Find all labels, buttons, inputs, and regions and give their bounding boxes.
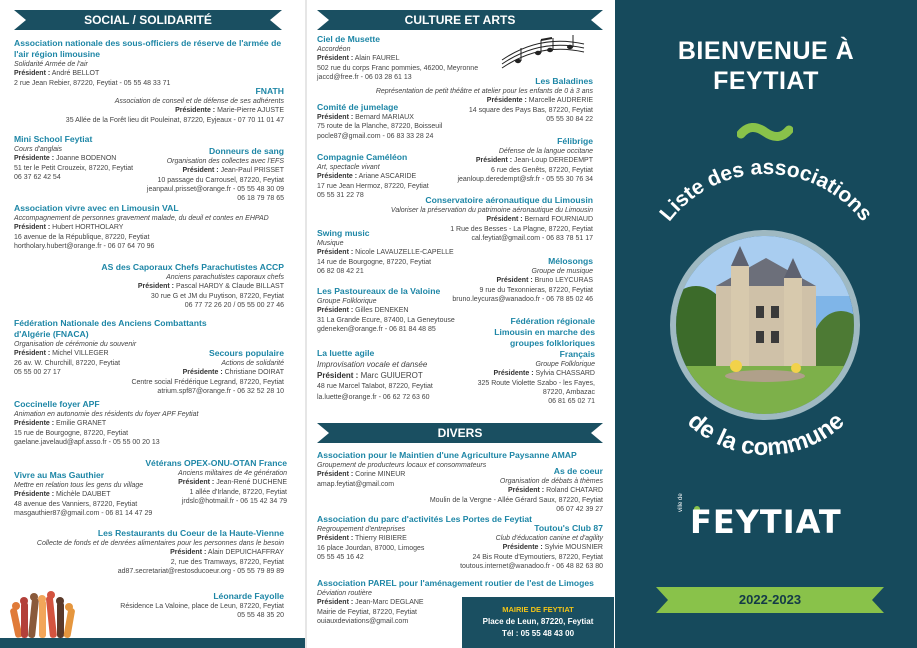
assoc-item: Léonarde Fayolle Résidence La Valoine, place de Leun, 87220, Feytiat 05 55 48 35 20 [120, 591, 284, 620]
assoc-item: Association PAREL pour l'aménagement routier de l'est de Limoges Déviation routière Président : Jean-Marc DEGLANE Mairie de Feytiat, 87220, Feytiat ouiauxdeviations@gmail.com [317, 578, 594, 625]
assoc-item: Secours populaire Actions de solidarité Présidente : Christiane DOIRAT Centre social Frédérique Legrand, 87220, Feytiat atrium.spf87@orange.fr - 06 32 52 28 10 [131, 348, 284, 395]
assoc-item: Mini School Feytiat Cours d'anglais Présidente : Joanne BODENON 51 ter le Petit Crouzeix, 87220, Feytiat 06 37 62 42 54 [14, 134, 134, 181]
assoc-item: Les Baladines Représentation de petit théâtre et atelier pour les enfants de 0 à 3 ans Présidente : Marcelle AUDRERIE 14 square des Pays Bas, 87220, Feytiat 05 55 30 84 22 [375, 76, 593, 123]
assoc-item: Association nationale des sous-officiers de réserve de l'armée de l'air région limousine Solidarité Armée de l'air Président : André BELLOT 2 rue Jean Rebier, 87220, Feytiat - 05 55 48 33 71 [14, 38, 282, 87]
assoc-item: Association pour le Maintien d'une Agriculture Paysanne AMAP Groupement de producteurs locaux et consommateurs Président : Corine MINEUR amap.feytiat@gmail.com [317, 450, 577, 488]
section-header-divers: DIVERS [317, 423, 603, 443]
section-header-culture: CULTURE ET ARTS [317, 10, 603, 30]
assoc-item: Toutou's Club 87 Club d'éducation canine et d'agility Présidente : Sylvie MOUSNIER 24 Bis Route d'Eymoutiers, 87220, Feytiat toutous.internet@wanadoo.fr - 06 48 82 63 80 [460, 523, 603, 570]
assoc-item: As de coeur Organisation de débats à thèmes Président : Roland CHATARD Moulin de la Vergne - Allée Gérard Saux, 87220, Feytiat 06 07 42 39 27 [429, 466, 603, 513]
assoc-item: Ciel de Musette Accordéon Président : Alain FAUREL 502 rue du corps Franc pommies, 46200, Meyronne jaccd@free.fr - 06 03 28 61 13 [317, 34, 479, 81]
social-column [0, 0, 305, 648]
assoc-item: AS des Caporaux Chefs Parachutistes ACCP Anciens parachutistes caporaux chefs Président : Pascal HARDY & Claude BILLAST 30 rue G et JM du Puytison, 87220, Feytiat 06 77 72 26 20 / 05 55 00 27 46 [101, 262, 284, 309]
assoc-item: Fédération régionale Limousin en marche des groupes folkloriques Français Groupe Folklorique Présidente : Sylvia CHASSARD 325 Route Violette Szabo - les Fayes, 87220, Ambazac 06 81 65 02 71 [477, 316, 595, 406]
mairie-contact-box [462, 597, 614, 648]
year-ribbon: 2022-2023 [656, 587, 884, 613]
welcome-title: BIENVENUE À FEYTIAT [677, 37, 855, 95]
assoc-item: Vivre au Mas Gauthier Mettre en relation tous les gens du village Présidente : Michèle DAUBET 48 avenue des Vanniers, 87220, Feytiat masgauthier87@gmail.com - 06 81 14 47 29 [14, 470, 153, 517]
section-header-social: SOCIAL / SOLIDARITÉ [14, 10, 282, 30]
bottom-strip [0, 638, 305, 648]
assoc-item: Association vivre avec en Limousin VAL Accompagnement de personnes gravement malade, du deuil et contes en EHPAD Président : Hubert HORTHOLARY 16 avenue de la République, 87220, Feytiat hortholary.hubert@orange.fr - 06 07 64 70 96 [14, 203, 269, 250]
assoc-item: Donneurs de sang Organisation des collectes avec l'EFS Président : Jean-Paul PRISSET 10 passage du Carrousel, 87220, Feytiat jeanpaul.prisset@orange.fr - 05 55 48 30 09 06 18 79 78 65 [146, 146, 284, 203]
assoc-item: Vétérans OPEX-ONU-OTAN France Anciens militaires de 4e génération Président : Jean-René DUCHENE 1 allée d'Irlande, 87220, Feytiat jrdslc@hotmail.fr - 06 15 42 34 79 [145, 458, 287, 505]
assoc-item: Coccinelle foyer APF Animation en autonomie des résidents du foyer APF Feytiat Présidente : Emilie GRANET 15 rue de Bourgogne, 87220, Feytiat gaelane.javelaud@apf.asso.fr - 05 55 00 20 13 [14, 399, 199, 446]
assoc-item: Félibrige Défense de la langue occitane Président : Jean-Loup DEREDEMPT 6 rue des Genêts, 87220, Feytiat jeanloup.deredempt@sfr.fr - 05 55 30 76 34 [457, 136, 593, 183]
assoc-item: La luette agile Improvisation vocale et dansée Président : Marc GUIUEROT 48 rue Marcel Taïabot, 87220, Feytiat la.luette@orange.fr - 06 62 72 63 60 [317, 348, 433, 401]
mairie-phone: Tél : 05 55 48 43 00 [501, 629, 575, 638]
assoc-item: Mélosongs Groupe de musique Président : Bruno LEYCURAS 9 rue du Texonnieras, 87220, Feytiat bruno.leycuras@wanadoo.fr - 06 78 85 02 46 [452, 256, 593, 303]
arc-bottom-text: de la commune [682, 407, 850, 462]
assoc-item: Compagnie Caméléon Art, spectacle vivant Présidente : Ariane ASCARIDE 17 rue Jean Hermoz, 87220, Feytiat 05 55 31 22 78 [317, 152, 429, 199]
mairie-title: MAIRIE DE FEYTIAT [502, 605, 574, 614]
mairie-address: Place de Leun, 87220, Feytiat [482, 617, 594, 626]
culture-column [307, 0, 613, 648]
assoc-item: Conservatoire aéronautique du Limousin Valoriser la préservation du patrimoine aéronautique du Limousin Président : Bernard FOURNIAUD 1 Rue des Besses - La Plagne, 87220, Feytiat cal.feytiat@gmail.com - 06 83 78 51 17 [390, 195, 593, 242]
assoc-item: Fédération Nationale des Anciens Combattants d'Algérie (FNACA) Organisation de cérémonie du souvenir Président : Michel VILLEGER 26 av. W. Churchill, 87220, Feytiat 05 55 00 27 17 [14, 318, 207, 376]
arc-top-text: Liste des associations [655, 155, 877, 226]
assoc-item: Les Restaurants du Coeur de la Haute-Vienne Collecte de fonds et de denrées alimentaires pour les personnes dans le besoin Président : Alain DEPUICHAFFRAY 2, rue des Tramways, 87220, Feytiat ad87.secretariat@restosducoeur.org - 05 55 79 89 89 [36, 528, 284, 575]
ville-de-label: ville de [678, 493, 684, 512]
assoc-item: Les Pastoureaux de la Valoine Groupe Folklorique Président : Gilles DENEKEN 31 La Grande Ecure, 87400, La Geneytouse gdeneken@orange.fr - 06 81 84 48 85 [317, 286, 455, 333]
feytiat-logo: FEYTIAT [690, 503, 842, 541]
curved-title [615, 140, 917, 470]
assoc-item: Comité de jumelage Président : Bernard MARIAUX 75 route de la Planche, 87220, Boisseuil pocle87@gmail.com - 06 83 33 28 24 [317, 102, 443, 140]
assoc-item: FNATH Association de conseil et de défense de ses adhérents Présidente : Marie-Pierre AJUSTE 35 Allée de la Forêt lieu dit Pouleinat, 87220, Eyjeaux - 07 70 11 01 47 [65, 86, 284, 124]
assoc-item: Swing music Musique Président : Nicole LAVAUZELLE-CAPELLE 14 rue de Bourgogne, 87220, Feytiat 06 82 08 42 21 [317, 228, 454, 275]
assoc-item: Association du parc d'activités Les Portes de Feytiat Regroupement d'entreprises Président : Thierry RIBIERE 16 place Jourdan, 87000, Limoges 05 55 45 16 42 [317, 514, 533, 561]
raised-hands-illustration [8, 590, 76, 638]
